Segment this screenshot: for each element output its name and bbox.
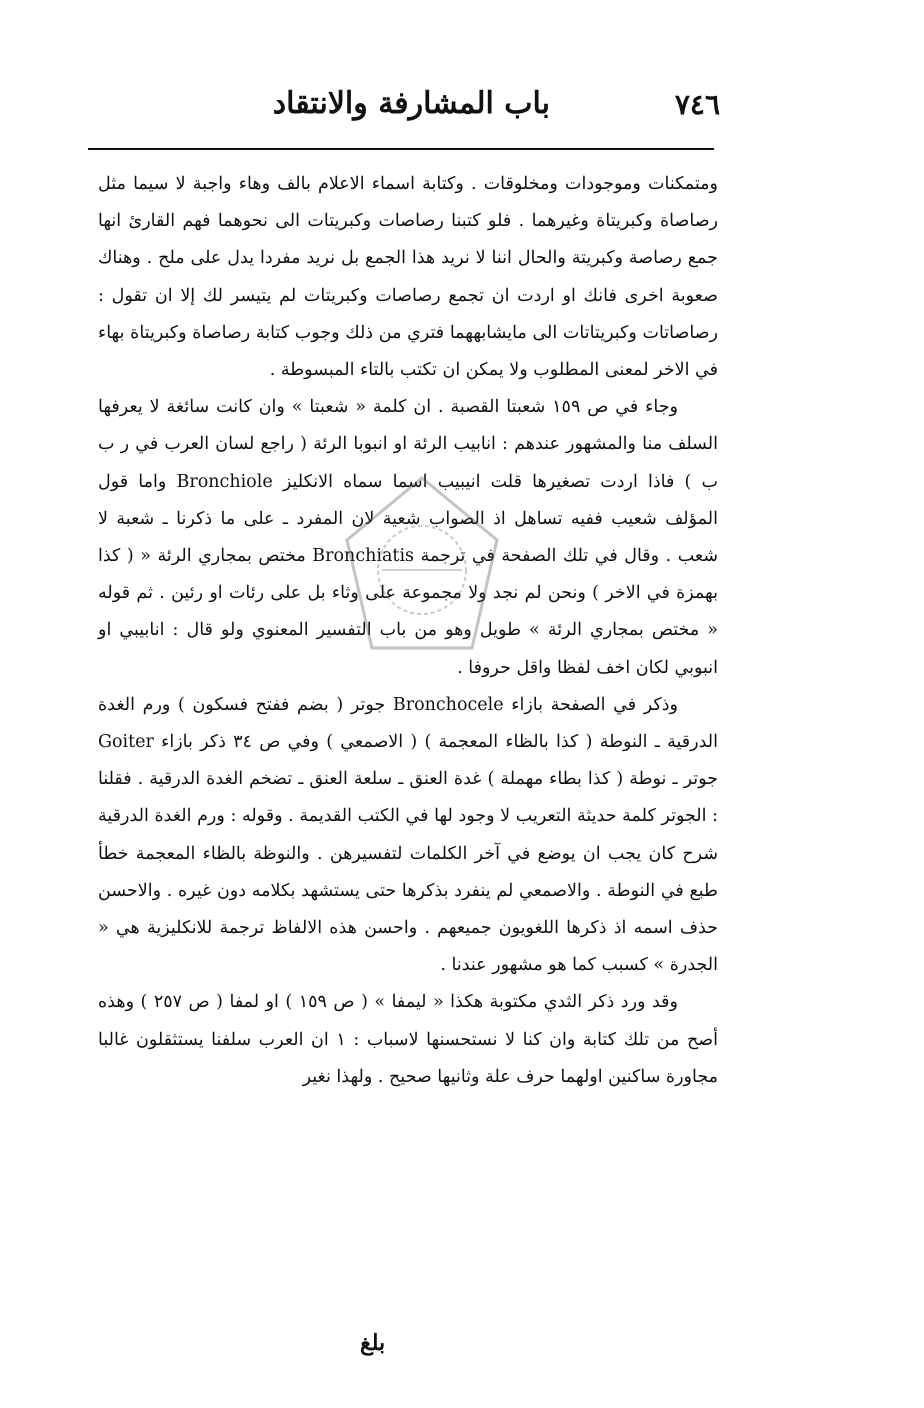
paragraph-2-part-b: واما قول المؤلف شعيب ففيه تساهل اذ الصواب شعية لان المفرد ـ على ما ذكرنا ـ شعبة لا شعب . وقال في تلك الصفحة في ترجمة (98, 471, 718, 567)
header-rule (88, 148, 714, 150)
paragraph-1: ومتمكنات وموجودات ومخلوقات . وكتابة اسماء الاعلام بالف وهاء واجبة لا سيما مثل رصاصاة وكبريتاة وغيرهما . فلو كتبنا رصاصات وكبريتات الى نحوهما فهم القارئ انها جمع رصاصة وكبريتة والحال اننا لا نريد هذا الجمع بل نريد مفردا يدل على ملح . وهناك صعوبة اخرى فانك او اردت ان تجمع رصاصات وكبريتات لم يتيسر لك إلا ان تقول : رصاصاتات وكبريتاتات الى مايشابههما فتري من ذلك وجوب كتابة رصاصاة وكبريتاة بهاء في الاخر لمعنى المطلوب ولا يمكن ان تكتب بالتاء المبسوطة . (98, 174, 718, 381)
page-number: ٧٤٦ (674, 88, 720, 121)
paragraph-2-part-c: مختص بمجاري الرئة « ( كذا بهمزة في الاخر ) ونحن لم نجد ولا مجموعة على وثاء بل على رئات او رئين . ثم قوله « مختص بمجاري الرئة » طويل وهو من باب التفسير المعنوي ولو قال : انابيبي او انبوبي لكان اخف لفظا واقل حروفا . (98, 546, 718, 678)
paragraph-3-part-c: جوتر ـ نوطة ( كذا بطاء مهملة ) غدة العنق ـ سلعة العنق ـ تضخم الغدة الدرقية . فقلنا : الجوتر كلمة حديثة التعريب لا وجود لها في الكتب القديمة . وقوله : ورم الغدة الدرقية شرح كان يجب ان يوضع في آخر الكلمات لتفسيرهن . والنوظة بالظاء المعجمة خطأ طبع في النوطة . والاصمعي لم ينفرد بذكرها حتى يستشهد بكلامه دون غيره . والاحسن حذف اسمه اذ ذكرها اللغويون جميعهم . واحسن هذه الالفاظ ترجمة للانكليزية هي « الجدرة » كسبب كما هو مشهور عندنا . (98, 769, 718, 976)
term-bronchocele: Bronchocele (392, 694, 504, 715)
paragraph-3 (98, 687, 718, 985)
footer-signature: بلغ (360, 1330, 386, 1356)
running-title: باب المشارفة والانتقاد (272, 86, 550, 121)
paragraph-3-part-b: جوتر ( بضم ففتح فسكون ) ورم الغدة الدرقية ـ النوطة ( كذا بالظاء المعجمة ) ( الاصمعي ) وفي ص ٣٤ ذكر بازاء (98, 694, 718, 753)
term-bronchiatis: Bronchiatis (312, 546, 415, 567)
term-goiter: Goiter (98, 732, 154, 753)
term-bronchiole: Bronchiole (176, 471, 273, 492)
page-header (170, 86, 720, 136)
paragraph-4: وقد ورد ذكر الثدي مكتوبة هكذا « ليمفا » ( ص ١٥٩ ) او لمفا ( ص ٢٥٧ ) وهذه أصح من تلك كتابة وان كنا لا نستحسنها لاسباب : ١ ان العرب سلفنا يستثقلون غالبا مجاورة ساكنين اولهما حرف علة وثانيها صحيح . ولهذا نغير (98, 992, 718, 1087)
paragraph-3-part-a: وذكر في الصفحة بازاء (511, 694, 678, 715)
library-stamp-watermark (332, 470, 512, 660)
paragraph-2-part-a: وجاء في ص ١٥٩ شعبتا القصبة . ان كلمة « شعبتا » وان كانت سائغة لا يعرفها السلف منا والمشهور عندهم : انابيب الرئة او انبوبا الرئة ( راجع لسان العرب في ر ب ب ) فاذا اردت تصغيرها قلت انيبيب اسما سماه الانكليز (98, 397, 718, 492)
